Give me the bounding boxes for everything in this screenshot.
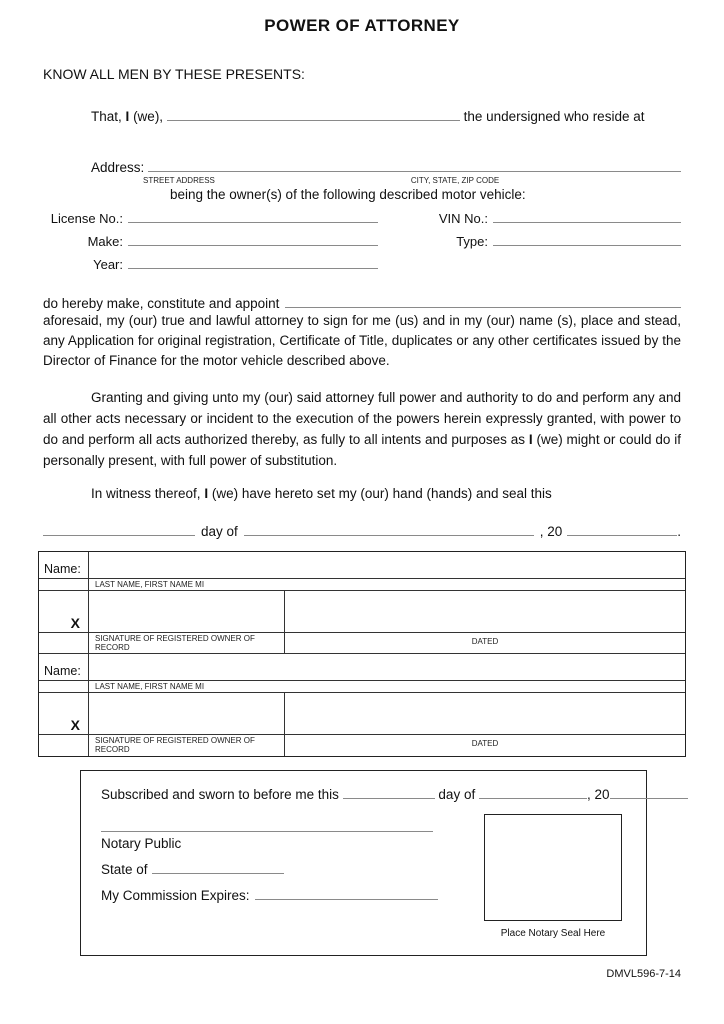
signature-table xyxy=(38,551,686,757)
notary-seal-caption: Place Notary Seal Here xyxy=(500,928,606,939)
dated-caption: DATED xyxy=(471,739,499,748)
address-line xyxy=(91,157,681,175)
owner1-signature-caption-row xyxy=(39,633,685,654)
license-no-label: License No.: xyxy=(50,211,123,226)
vin-no-label: VIN No.: xyxy=(438,211,488,226)
owner2-x-cell xyxy=(39,693,89,734)
execution-date-line xyxy=(43,523,681,539)
witness-pre-text: In witness thereof, xyxy=(91,486,201,501)
spacer-cell xyxy=(39,633,89,653)
appoint-paragraph: aforesaid, my (our) true and lawful attorney to sign for me (us) and in my (our) name (s), place and stead, any Application for original registration, Certificate of Title, duplicates or any other certificates issued by the Director of Finance for the motor vehicle described above. xyxy=(43,313,681,368)
comma-20-text: , 20 xyxy=(539,524,563,539)
make-blank[interactable] xyxy=(128,233,378,246)
notary-day-blank[interactable] xyxy=(343,786,435,799)
year-blank[interactable] xyxy=(128,256,378,269)
owner1-name-entry-cell[interactable] xyxy=(89,552,685,578)
owner1-x-cell xyxy=(39,591,89,632)
city-state-zip-caption: CITY, STATE, ZIP CODE xyxy=(410,176,500,185)
vin-no-blank[interactable] xyxy=(493,210,681,223)
type-label: Type: xyxy=(456,234,488,249)
owner2-signature-row xyxy=(39,693,685,735)
spacer-cell xyxy=(39,579,89,590)
notary-signature-blank[interactable] xyxy=(101,819,433,832)
execution-day-blank[interactable] xyxy=(43,523,195,536)
x-mark: X xyxy=(70,717,80,733)
owner-statement: being the owner(s) of the following described motor vehicle: xyxy=(170,187,526,202)
signature-caption: SIGNATURE OF REGISTERED OWNER OF RECORD xyxy=(89,633,285,653)
declarant-name-blank[interactable] xyxy=(167,108,460,121)
address-blank[interactable] xyxy=(148,157,681,172)
granting-i-text: I xyxy=(528,432,533,447)
witness-post-text: (we) have hereto set my (our) hand (hands) and seal this xyxy=(211,486,552,501)
execution-month-blank[interactable] xyxy=(244,523,534,536)
sworn-lead-text: Subscribed and sworn to before me this xyxy=(101,787,339,802)
type-blank[interactable] xyxy=(493,233,681,246)
granting-pre-text: Granting and giving unto my (our) said attorney full power and authority to do and perform any and all other acts necessary or incident to the execution of the powers herein expressly granted, with power to do and perform all acts authorized thereby, as fully to all intents and purposes as xyxy=(43,390,681,447)
x-mark: X xyxy=(70,615,80,631)
address-captions xyxy=(43,176,681,185)
state-of-blank[interactable] xyxy=(152,861,284,874)
notary-section xyxy=(80,770,647,956)
address-label: Address: xyxy=(91,160,145,175)
owner1-signature-row xyxy=(39,591,685,633)
name-label: Name: xyxy=(44,562,81,576)
year-row xyxy=(43,256,681,279)
appoint-lead-text: do hereby make, constitute and appoint xyxy=(43,296,280,311)
period-text: . xyxy=(677,524,681,539)
make-type-row xyxy=(43,233,681,256)
attorney-name-blank[interactable] xyxy=(285,295,681,308)
state-of-label: State of xyxy=(101,862,148,877)
execution-year-blank[interactable] xyxy=(567,523,677,536)
last-name-caption: LAST NAME, FIRST NAME MI xyxy=(95,682,205,691)
witness-i-text: I xyxy=(204,486,209,501)
granting-post-text: (we) might or could do if personally present, with full power of substitution. xyxy=(43,432,681,468)
notary-year-blank[interactable] xyxy=(610,786,688,799)
owner2-dated-cell[interactable] xyxy=(285,693,685,734)
owner2-name-caption-row xyxy=(39,681,685,693)
notary-comma-20-text: , 20 xyxy=(586,787,610,802)
owner1-signature-cell[interactable] xyxy=(89,591,285,632)
salutation-line: KNOW ALL MEN BY THESE PRESENTS: xyxy=(43,66,305,82)
day-of-text: day of xyxy=(201,524,238,539)
owner1-name-row xyxy=(39,552,685,579)
granting-paragraph xyxy=(43,387,681,471)
last-name-caption: LAST NAME, FIRST NAME MI xyxy=(95,580,205,589)
declarant-line xyxy=(91,108,681,124)
notary-day-of-text: day of xyxy=(438,787,476,802)
declarant-i-text: I xyxy=(125,109,130,124)
notary-month-blank[interactable] xyxy=(479,786,587,799)
notary-public-label: Notary Public xyxy=(101,836,182,851)
form-code: DMVL596-7-14 xyxy=(606,968,681,980)
notary-seal-box xyxy=(484,814,622,921)
owner2-name-entry-cell[interactable] xyxy=(89,654,685,680)
dated-caption: DATED xyxy=(471,637,499,646)
sworn-line xyxy=(101,786,626,802)
street-address-caption: STREET ADDRESS xyxy=(143,176,215,185)
owner1-name-label-cell xyxy=(39,552,89,578)
owner2-signature-caption-row xyxy=(39,735,685,756)
spacer-cell xyxy=(39,735,89,756)
page-title: POWER OF ATTORNEY xyxy=(264,16,460,35)
spacer-cell xyxy=(39,681,89,692)
witness-line xyxy=(91,486,681,501)
commission-blank[interactable] xyxy=(255,887,438,900)
owner1-dated-cell[interactable] xyxy=(285,591,685,632)
owner1-name-caption-row xyxy=(39,579,685,591)
owner2-name-label-cell xyxy=(39,654,89,680)
reside-suffix-text: the undersigned who reside at xyxy=(463,109,645,124)
year-label: Year: xyxy=(93,257,123,272)
commission-label: My Commission Expires: xyxy=(101,888,250,903)
owner2-name-row xyxy=(39,654,685,681)
owner2-signature-cell[interactable] xyxy=(89,693,285,734)
license-no-blank[interactable] xyxy=(128,210,378,223)
appoint-lead-line xyxy=(43,295,681,311)
declarant-post-text: (we), xyxy=(133,109,164,124)
make-label: Make: xyxy=(87,234,123,249)
vehicle-fields xyxy=(43,210,681,279)
declarant-pre-text: That, xyxy=(91,109,122,124)
signature-caption: SIGNATURE OF REGISTERED OWNER OF RECORD xyxy=(89,735,285,756)
name-label: Name: xyxy=(44,664,81,678)
license-vin-row xyxy=(43,210,681,233)
